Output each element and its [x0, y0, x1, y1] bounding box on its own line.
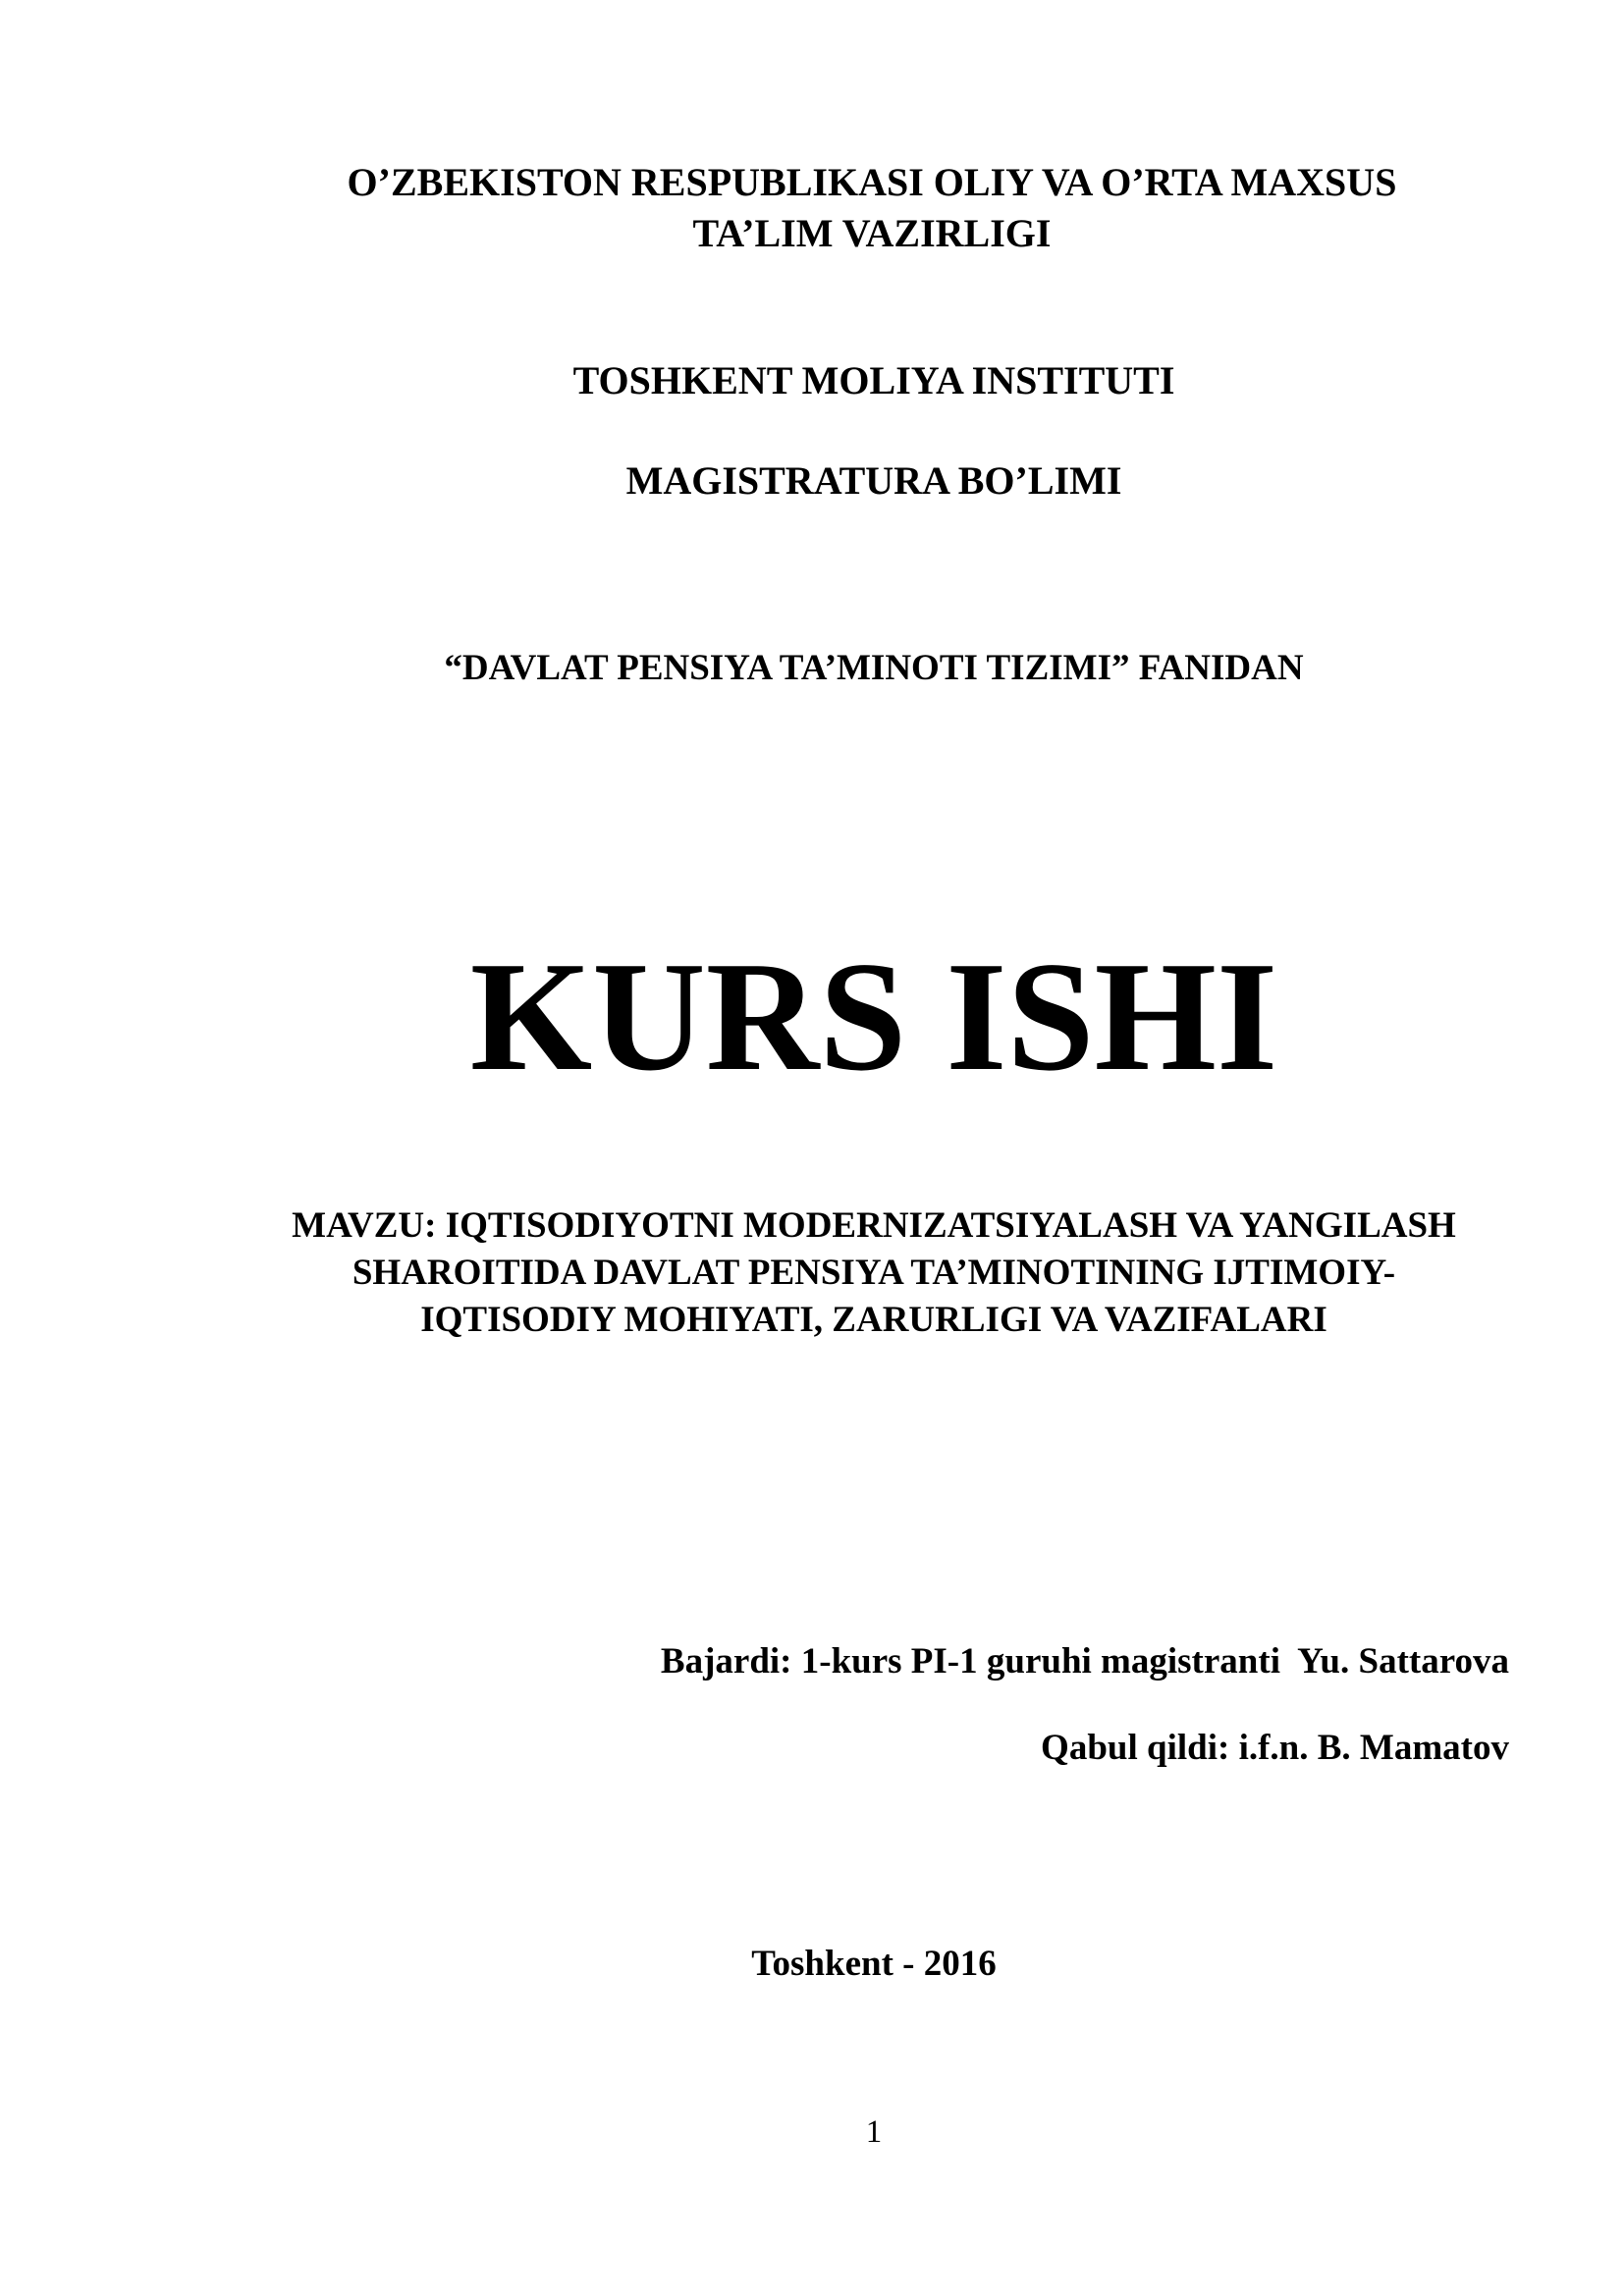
topic-line-1: MAVZU: IQTISODIYOTNI MODERNIZATSIYALASH VA YANGILASH [292, 1205, 1456, 1246]
topic-line-2: SHAROITIDA DAVLAT PENSIYA TA’MINOTINING IJTIMOIY- [352, 1253, 1396, 1293]
topic-line-3: IQTISODIY MOHIYATI, ZARURLIGI VA VAZIFALARI [420, 1300, 1327, 1340]
ministry-line-1: O’ZBEKISTON RESPUBLIKASI OLIY VA O’RTA MAXSUS [347, 160, 1397, 204]
department-heading: MAGISTRATURA BO’LIMI [625, 458, 1122, 503]
topic-heading [0, 1202, 1624, 1344]
institute-heading: TOSHKENT MOLIYA INSTITUTI [572, 358, 1175, 402]
city-year: Toshkent - 2016 [751, 1944, 997, 1984]
performed-by: Bajardi: 1-kurs PI-1 guruhi magistranti Yu. Sattarova [660, 1641, 1509, 1682]
ministry-heading [0, 157, 1624, 259]
page-number: 1 [865, 2114, 883, 2150]
subject-line: “DAVLAT PENSIYA TA’MINOTI TIZIMI” FANIDAN [444, 648, 1304, 688]
document-title: KURS ISHI [469, 929, 1278, 1103]
accepted-by: Qabul qildi: i.f.n. B. Mamatov [1041, 1728, 1509, 1768]
ministry-line-2: TA’LIM VAZIRLIGI [692, 211, 1052, 255]
